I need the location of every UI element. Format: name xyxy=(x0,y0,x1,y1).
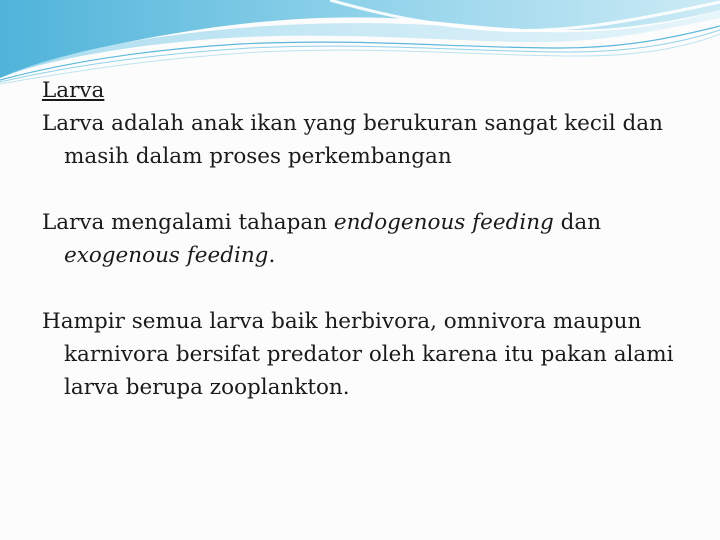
paragraph-feeding-stages xyxy=(42,206,692,272)
feeding-text-mid: dan xyxy=(553,210,602,235)
feeding-text-post: . xyxy=(268,243,276,268)
feeding-term-exogenous: exogenous feeding xyxy=(64,243,269,268)
feeding-term-endogenous: endogenous feeding xyxy=(333,210,554,235)
slide-body xyxy=(42,74,692,437)
paragraph-definition: Larva adalah anak ikan yang berukuran sangat kecil dan masih dalam proses perkembangan xyxy=(42,111,663,169)
feeding-text-pre: Larva mengalami tahapan xyxy=(42,210,334,235)
slide-heading: Larva xyxy=(42,78,105,103)
paragraph-predator: Hampir semua larva baik herbivora, omnivora maupun karnivora bersifat predator oleh karena itu pakan alami larva berupa zooplankton. xyxy=(42,309,674,400)
